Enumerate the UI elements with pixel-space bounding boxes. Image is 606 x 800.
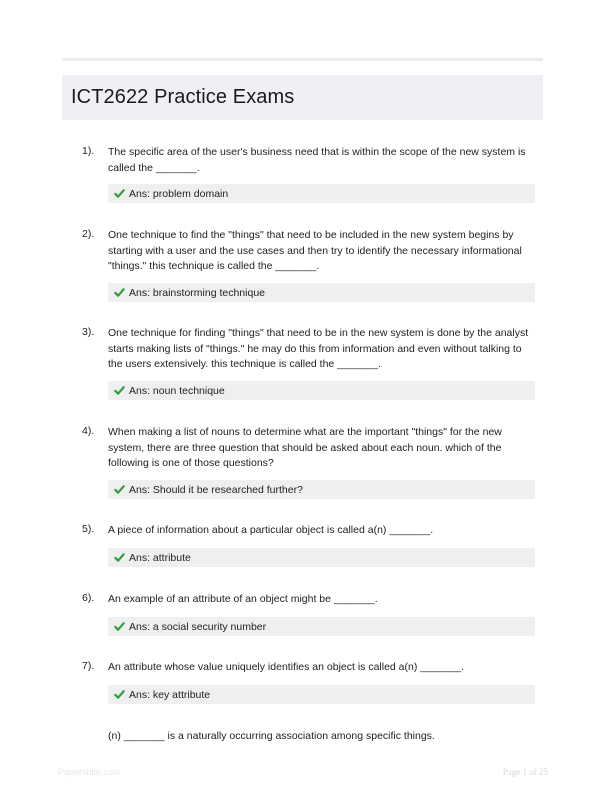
answer-box bbox=[108, 617, 535, 636]
question-text: When making a list of nouns to determine what are the important "things" for the new system, there are three question that should be asked about each noun. which of the following is one of those questions? bbox=[108, 426, 502, 469]
question-text: A piece of information about a particular object is called a(n) _______. bbox=[108, 524, 434, 536]
footer-watermark: Papersbite.com bbox=[58, 767, 121, 777]
answer-box bbox=[108, 685, 535, 704]
question-text: One technique to find the "things" that need to be included in the new system begins by starting with a user and the use cases and then try to identify the necessary informational "things." this technique is called the _______. bbox=[108, 229, 522, 272]
question-text: The specific area of the user's business need that is within the scope of the new system is called the _______. bbox=[108, 146, 526, 174]
checkmark-icon bbox=[114, 287, 125, 298]
question-number: 3). bbox=[82, 326, 95, 338]
answer-text: Ans: problem domain bbox=[129, 187, 229, 200]
question-text: One technique for finding "things" that need to be in the new system is done by the analyst starts making lists of "things." he may do this from information and even without talking to the users extensively. this technique is called the _______. bbox=[108, 327, 529, 370]
answer-box bbox=[108, 480, 535, 499]
answer-text: Ans: key attribute bbox=[129, 688, 211, 701]
page-title: ICT2622 Practice Exams bbox=[71, 86, 295, 108]
top-divider bbox=[62, 58, 543, 61]
checkmark-icon bbox=[114, 621, 125, 632]
question-text: An attribute whose value uniquely identifies an object is called a(n) _______. bbox=[108, 661, 465, 673]
question-number: 5). bbox=[82, 523, 95, 535]
checkmark-icon bbox=[114, 385, 125, 396]
answer-box bbox=[108, 283, 535, 302]
question-number: 7). bbox=[82, 660, 95, 672]
question-text: (n) _______ is a naturally occurring association among specific things. bbox=[108, 730, 435, 742]
question-text: An example of an attribute of an object might be _______. bbox=[108, 593, 378, 605]
answer-box bbox=[108, 548, 535, 567]
answer-box bbox=[108, 381, 535, 400]
checkmark-icon bbox=[114, 552, 125, 563]
answer-text: Ans: a social security number bbox=[129, 620, 267, 633]
answer-text: Ans: noun technique bbox=[129, 384, 225, 397]
question-number: 2). bbox=[82, 228, 95, 240]
checkmark-icon bbox=[114, 484, 125, 495]
page-number: Page 1 of 25 bbox=[502, 767, 548, 777]
question-number: 6). bbox=[82, 592, 95, 604]
answer-box bbox=[108, 184, 535, 203]
answer-text: Ans: attribute bbox=[129, 551, 191, 564]
question-number: 1). bbox=[82, 145, 95, 157]
checkmark-icon bbox=[114, 689, 125, 700]
question-number: 4). bbox=[82, 425, 95, 437]
checkmark-icon bbox=[114, 188, 125, 199]
title-banner bbox=[62, 75, 543, 120]
answer-text: Ans: brainstorming technique bbox=[129, 286, 265, 299]
answer-text: Ans: Should it be researched further? bbox=[129, 483, 303, 496]
